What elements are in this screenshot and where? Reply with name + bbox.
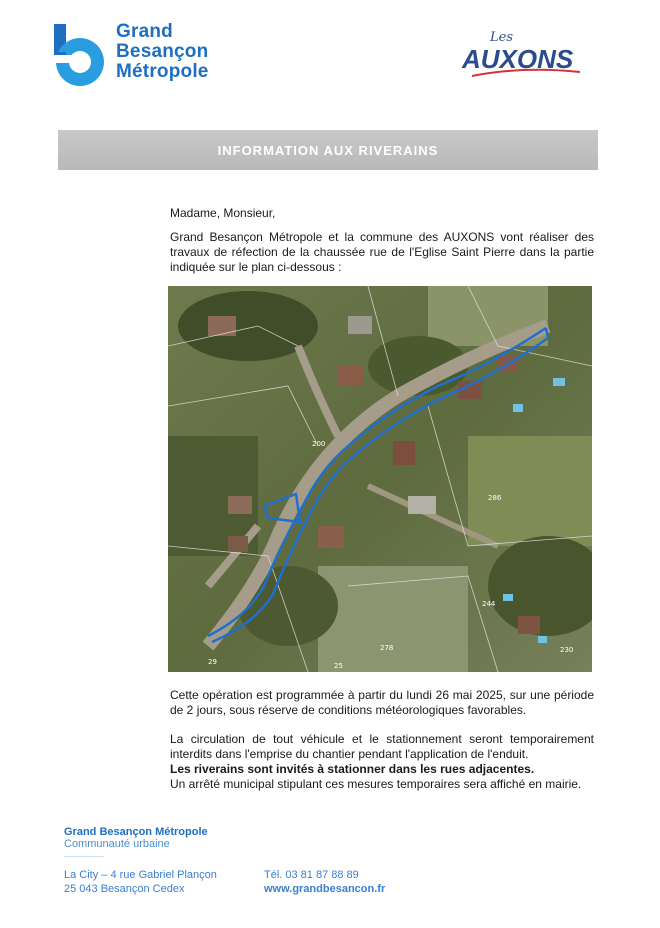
grand-besancon-logo <box>50 22 240 92</box>
info-banner <box>58 130 598 170</box>
parcel-number: 29 <box>208 658 217 666</box>
parcel-number: 278 <box>380 644 394 652</box>
circulation-text: La circulation de tout véhicule et le stationnement seront temporairement interdits dans l'emprise du chantier pendant l'application de l'enduit. <box>170 732 594 761</box>
address-line-2: 25 043 Besançon Cedex <box>64 883 185 895</box>
parcel-number: 25 <box>334 662 343 670</box>
footer-subtitle: Communauté urbaine <box>64 838 170 850</box>
gbm-b-mark-icon <box>50 22 110 88</box>
footer-phone: Tél. 03 81 87 88 89 <box>264 869 359 881</box>
traffic-paragraph <box>170 732 594 792</box>
auxons-swoosh-icon <box>452 30 592 80</box>
schedule-paragraph: Cette opération est programmée à partir du lundi 26 mai 2025, sur une période de 2 jours, sous réserve de conditions météorologiques favorables. <box>170 688 594 717</box>
parcel-number: 230 <box>560 646 574 654</box>
logo-line-1: Grand <box>116 21 173 42</box>
riverains-notice: Les riverains sont invités à stationner dans les rues adjacentes. <box>170 762 535 776</box>
arrete-text: Un arrêté municipal stipulant ces mesures temporaires sera affiché en mairie. <box>170 777 582 791</box>
footer-org: Grand Besançon Métropole <box>64 826 208 838</box>
greeting: Madame, Monsieur, <box>170 206 276 220</box>
address-line-1: La City – 4 rue Gabriel Plançon <box>64 869 217 881</box>
footer-address <box>64 868 217 896</box>
footer <box>64 826 604 895</box>
parcel-number: 286 <box>488 494 502 502</box>
aerial-map-image <box>168 286 592 672</box>
logo-line-3: Métropole <box>116 61 209 82</box>
logo-line-2: Besançon <box>116 41 209 62</box>
logo-les: Les <box>490 30 513 45</box>
logo-auxons: AUXONS <box>462 44 574 74</box>
les-auxons-logo <box>452 30 592 80</box>
parcel-number: 200 <box>312 440 326 448</box>
parcel-number: 244 <box>482 600 496 608</box>
footer-website-link[interactable]: www.grandbesancon.fr <box>264 883 386 895</box>
aerial-map <box>168 286 592 672</box>
footer-contact <box>264 868 385 896</box>
footer-divider <box>64 856 104 857</box>
banner-title: INFORMATION AUX RIVERAINS <box>217 143 439 158</box>
intro-paragraph: Grand Besançon Métropole et la commune des AUXONS vont réaliser des travaux de réfection de la chaussée rue de l'Eglise Saint Pierre dans la partie indiquée sur le plan ci-dessous : <box>170 230 594 274</box>
gbm-logo-text <box>116 22 209 82</box>
